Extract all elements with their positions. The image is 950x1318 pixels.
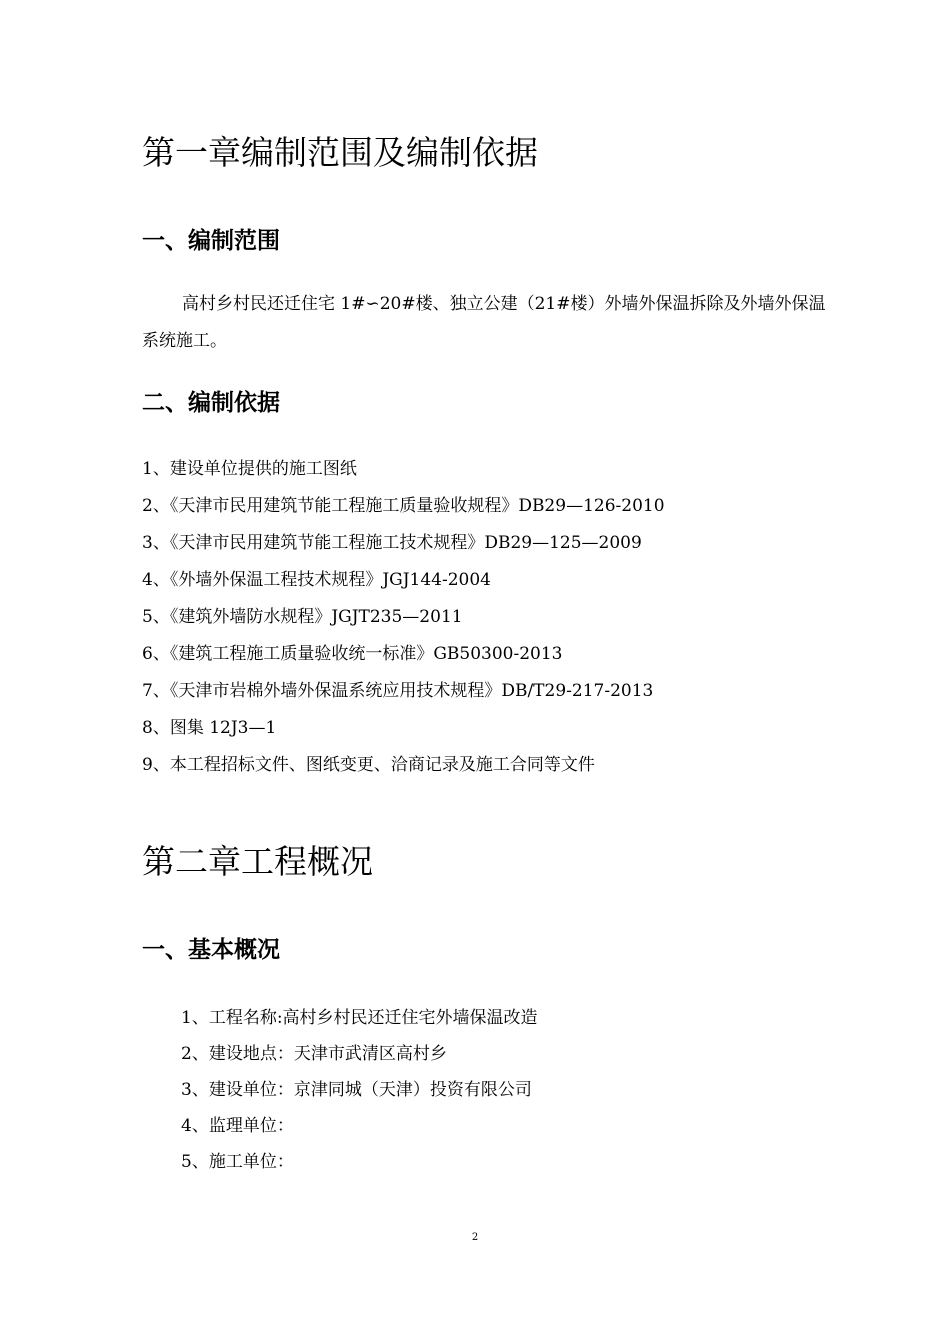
overview-item: 2、建设地点：天津市武清区高村乡 xyxy=(181,1044,447,1064)
section-overview-heading: 一、基本概况 xyxy=(142,937,280,963)
overview-item: 3、建设单位：京津同城（天津）投资有限公司 xyxy=(181,1080,532,1100)
basis-item: 4、《外墙外保温工程技术规程》JGJ144-2004 xyxy=(142,570,491,590)
section-basis-heading: 二、编制依据 xyxy=(142,390,280,416)
overview-item: 1、工程名称:高村乡村民还迁住宅外墙保温改造 xyxy=(181,1008,538,1028)
basis-item: 5、《建筑外墙防水规程》JGJT235—2011 xyxy=(142,607,463,627)
basis-item: 1、建设单位提供的施工图纸 xyxy=(142,459,357,479)
basis-item: 9、本工程招标文件、图纸变更、洽商记录及施工合同等文件 xyxy=(142,755,595,775)
section-scope-heading: 一、编制范围 xyxy=(142,228,280,254)
overview-item: 5、施工单位： xyxy=(181,1152,294,1172)
basis-item: 8、图集 12J3—1 xyxy=(142,718,277,738)
chapter-1-title: 第一章编制范围及编制依据 xyxy=(142,133,538,172)
basis-item: 6、《建筑工程施工质量验收统一标准》GB50300-2013 xyxy=(142,644,563,664)
chapter-2-title: 第二章工程概况 xyxy=(142,842,373,881)
basis-item: 7、《天津市岩棉外墙外保温系统应用技术规程》DB/T29-217-2013 xyxy=(142,681,654,701)
page-number: 2 xyxy=(471,1232,479,1243)
scope-paragraph: 高村乡村民还迁住宅 1#∽20#楼、独立公建（21#楼）外墙外保温拆除及外墙外保温系统施工。 xyxy=(142,294,826,351)
overview-item: 4、监理单位： xyxy=(181,1116,294,1136)
basis-item: 3、《天津市民用建筑节能工程施工技术规程》DB29—125—2009 xyxy=(142,533,642,553)
basis-item: 2、《天津市民用建筑节能工程施工质量验收规程》DB29—126-2010 xyxy=(142,496,665,516)
